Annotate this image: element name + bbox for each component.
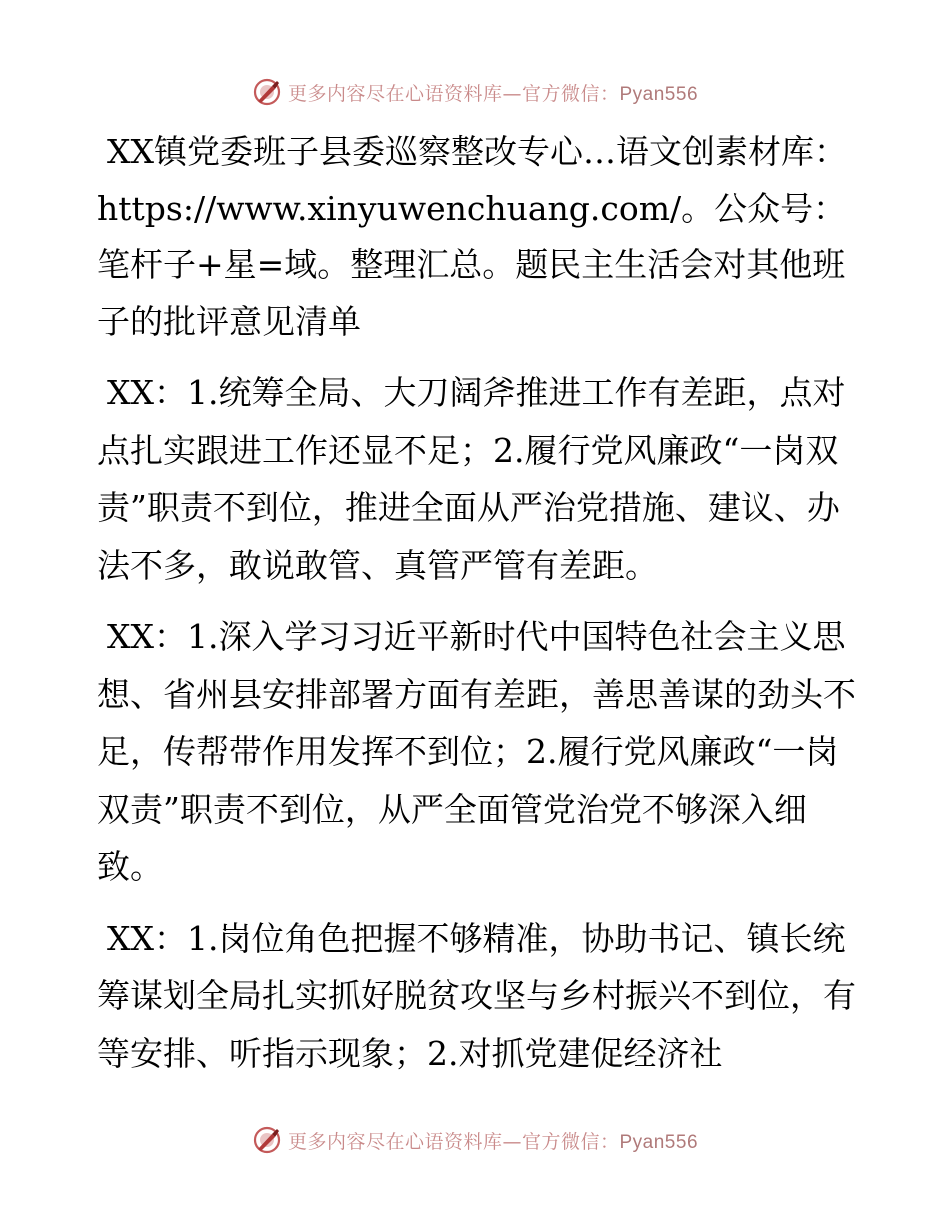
document-title-paragraph: XX镇党委班子县委巡察整改专心…语文创素材库：https://www.xinyuwenchuang.com/。公众号：笔杆子+星=域。整理汇总。题民主生活会对其他班子的批评意见清单 [97,132,847,341]
pen-logo-icon [252,77,282,107]
footer-banner-text: 更多内容尽在心语资料库—官方微信：Pyan556 [287,1130,699,1153]
header-banner-text: 更多内容尽在心语资料库—官方微信：Pyan556 [287,82,699,105]
header-banner [0,72,950,112]
footer-wechat-id: Pyan556 [619,1131,699,1153]
paragraph-3: XX：1.岗位角色把握不够精准，协助书记、镇长统筹谋划全局扎实抓好脱贫攻坚与乡村振兴不到位，有等安排、听指示现象；2.对抓党建促经济社 [97,918,856,1073]
paragraph-2: XX：1.深入学习习近平新时代中国特色社会主义思想、省州县安排部署方面有差距，善思善谋的劲头不足，传帮带作用发挥不到位；2.履行党风廉政“一岗双责”职责不到位，从严全面管党治党不够深入细致。 [97,617,856,886]
header-wechat-id: Pyan556 [619,83,699,105]
document-body [97,124,857,1096]
pen-logo-icon [252,1125,282,1155]
paragraph-1: XX：1.统筹全局、大刀阔斧推进工作有差距，点对点扎实跟进工作还显不足；2.履行党风廉政“一岗双责”职责不到位，推进全面从严治党措施、建议、办法不多，敢说敢管、真管严管有差距。 [97,373,846,585]
footer-banner [0,1120,950,1160]
